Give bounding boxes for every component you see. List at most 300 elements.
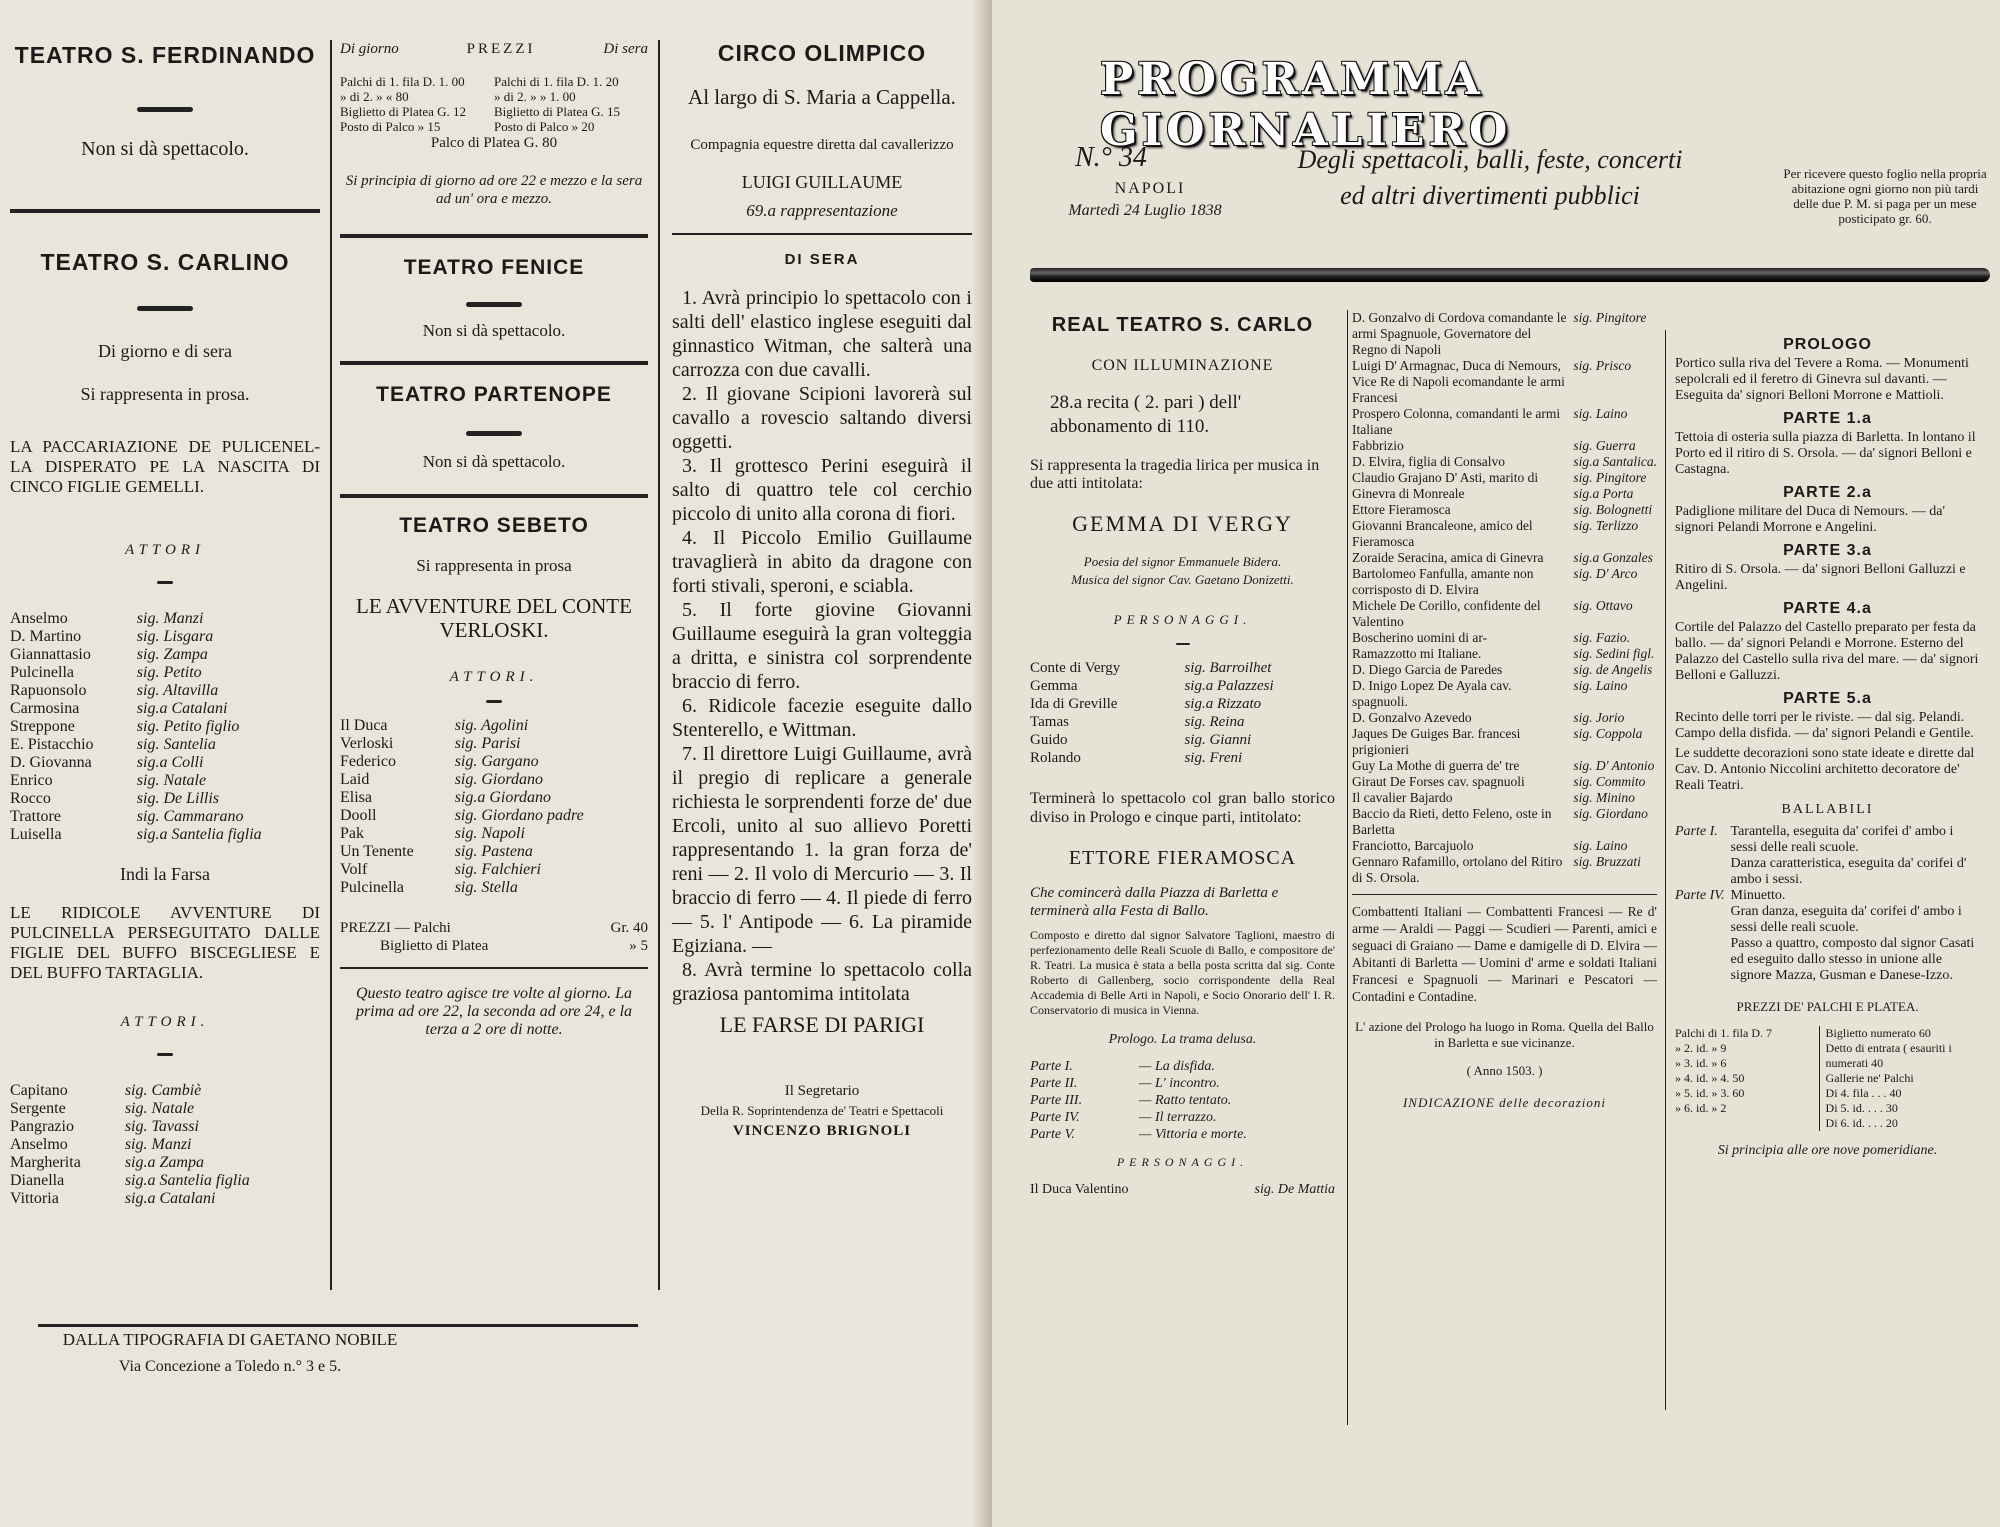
table-row [10, 736, 320, 754]
value-cell: sig. Terlizzo [1573, 518, 1639, 533]
parte4-text: Cortile del Palazzo del Castello preparato per festa da ballo. — da' signori Pelandi e Morrone. Esterno del Palazzo del Castello sulla riva del mare. — da' signori Belloni e Galluzzi. [1675, 620, 1979, 683]
table-row [340, 807, 648, 825]
play2-title: LE RIDICOLE AVVENTURE DI PULCINELLA PERSEGUITATO DALLE FIGLIE DEL BUFFO BISCEGLIESE E DEL BUFFO TARTAGLIA. [10, 903, 320, 982]
right-column-1 [1030, 310, 1335, 1199]
parte1-text: Tettoia di osteria sulla piazza di Barletta. In lontano il Porto ed il ritiro di S. Orsola. — da' signori Belloni e Castagna. [1675, 430, 1976, 477]
soprintendenza: Della R. Soprintendenza de' Teatri e Spettacoli [700, 1103, 944, 1118]
table-row [1030, 1075, 1335, 1092]
role-cell: D. Martino [10, 628, 82, 645]
role-cell: Michele De Corillo, confidente del Valentino [1352, 598, 1541, 629]
table-row [10, 1100, 320, 1118]
table-row [340, 119, 648, 134]
role-cell: Giraut De Forses cav. spagnuoli [1352, 774, 1525, 789]
cast-table-farsa [10, 1082, 320, 1208]
table-row [1352, 726, 1657, 758]
prices-day-label: Di giorno [340, 41, 399, 57]
value-cell: sig. Petito figlio [136, 718, 240, 735]
value-cell: sig. Bruzzati [1573, 854, 1641, 869]
value-cell: sig.a Catalani [124, 1190, 216, 1207]
value-cell: sig.a Zampa [124, 1154, 204, 1171]
table-row [1352, 838, 1657, 854]
value-cell: sig.a Giordano [454, 789, 552, 806]
role-cell: Claudio Grajano D' Asti, marito di [1352, 470, 1539, 485]
value-cell: sig. Falchieri [454, 861, 541, 878]
divider [466, 302, 522, 307]
column-2 [340, 30, 648, 1039]
role-cell: D. Diego Garcia de Paredes [1352, 662, 1503, 677]
divider [340, 494, 648, 498]
value-cell: sig. Santelia [136, 736, 216, 753]
circo-item: 5. Il forte giovine Giovanni Guillaume eseguirà la gran volteggia a dritta, e sinistra col sorprendente braccio di ferro. [672, 599, 972, 693]
role-cell: Palchi di 1. fila D. 1. 00 [340, 74, 465, 89]
role-cell: Laid [340, 771, 370, 788]
prices-evening-label: Di sera [603, 41, 648, 57]
table-row [1352, 774, 1657, 790]
value-cell: sig. Cambiè [124, 1082, 202, 1099]
value-cell: sig. Parisi [454, 735, 521, 752]
circo-location: Al largo di S. Maria a Cappella. [688, 85, 956, 109]
value-cell: sig.a Gonzales [1573, 550, 1653, 565]
table-row [10, 718, 320, 736]
role-cell: Guy La Mothe di guerra de' tre [1352, 758, 1520, 773]
role-cell: E. Pistacchio [10, 736, 94, 753]
value-cell: sig. Altavilla [136, 682, 219, 699]
role-cell: Pulcinella [10, 664, 74, 681]
role-cell: Verloski [340, 735, 394, 752]
table-row [1352, 406, 1657, 438]
value-cell: sig. Freni [1184, 750, 1243, 766]
role-cell: Posto di Palco » 15 [340, 119, 441, 134]
table-row [1352, 454, 1657, 470]
role-cell: D. Gonzalvo Azevedo [1352, 710, 1472, 725]
prezzi-palchi-row [340, 919, 648, 937]
rappresenta: Si rappresenta la tragedia lirica per musica in due atti intitolata: [1030, 457, 1320, 492]
masthead-rule [1030, 268, 1990, 282]
value-cell: sig. Sedini figl. [1573, 646, 1655, 661]
role-cell [1675, 904, 1731, 936]
value-cell: sig. Jorio [1573, 710, 1625, 725]
role-cell: Prospero Colonna, comandanti le armi Italiane [1352, 406, 1561, 437]
table-row [1352, 470, 1657, 486]
role-cell: Enrico [10, 772, 53, 789]
table-row [340, 861, 648, 879]
column-rule [1347, 310, 1348, 1425]
circo-item: 1. Avrà principio lo spettacolo con i salti dell' elastico inglese eseguiti dal ginnastico Witman, che salterà una carrozza con due cavalli. [672, 287, 972, 381]
printer-address: Via Concezione a Toledo n.° 3 e 5. [118, 1358, 342, 1375]
principia-note: Si principia di giorno ad ore 22 e mezzo e la sera ad un' ora e mezzo. [345, 173, 643, 207]
carlino-title: TEATRO S. CARLINO [40, 249, 290, 275]
value-cell: sig. Napoli [454, 825, 525, 842]
table-row [1352, 630, 1657, 646]
table-row [340, 104, 648, 119]
table-row [340, 843, 648, 861]
value-cell: Tarantella, eseguita da' corifei d' ambo i sessi delle reali scuole. [1730, 824, 1954, 855]
role-cell: Biglietto di Platea G. 12 [340, 104, 467, 119]
value-cell: sig. De Lillis [136, 790, 219, 807]
divider [340, 967, 648, 969]
role-cell: Capitano [10, 1082, 68, 1099]
role-cell: Parte III. [1030, 1093, 1083, 1108]
value-cell: sig. Pingitore [1573, 470, 1647, 485]
cast-table-opera [1030, 659, 1335, 767]
value-cell: — L' incontro. [1139, 1076, 1220, 1091]
table-row [340, 825, 648, 843]
value-cell: sig. Gianni [1184, 732, 1252, 748]
role-cell: Un Tenente [340, 843, 414, 860]
table-row [1352, 678, 1657, 710]
prices-table [340, 74, 648, 134]
value-cell: sig. Coppola [1573, 726, 1643, 741]
value-cell: Posto di Palco » 20 [494, 119, 595, 134]
role-cell: Dianella [10, 1172, 65, 1189]
prologo-text: Portico sulla riva del Tevere a Roma. — Monumenti sepolcrali ed il feretro di Ginevra sul davanti. — Eseguita da' signori Belloni Morrone e Mattioli. [1675, 356, 1969, 403]
role-cell: » di 2. » « 80 [340, 89, 409, 104]
value-cell: sig. Pastena [454, 843, 533, 860]
value-cell: sig. Ottavo [1573, 598, 1633, 613]
value-cell: » di 2. » » 1. 00 [494, 89, 576, 104]
value-cell: sig. Manzi [136, 610, 204, 627]
value-cell: — Ratto tentato. [1139, 1093, 1232, 1108]
biglietto-platea-value: » 5 [629, 938, 648, 954]
table-row [340, 74, 648, 89]
value-cell: sig. Giordano [454, 771, 544, 788]
value-cell: sig. Giordano padre [454, 807, 584, 824]
role-cell: Giovanni Brancaleone, amico del Fieramosca [1352, 518, 1533, 549]
prezzi-grid [1675, 1026, 1980, 1131]
role-cell: Streppone [10, 718, 75, 735]
role-cell: Baccio da Rieti, detto Feleno, oste in Barletta [1352, 806, 1552, 837]
table-row [10, 700, 320, 718]
prices-title: PREZZI [466, 41, 536, 57]
table-row [1352, 358, 1657, 406]
value-cell: sig.a Porta [1573, 486, 1634, 501]
table-row [340, 753, 648, 771]
recita: 28.a recita ( 2. pari ) dell' abbonamento di 110. [1050, 392, 1242, 437]
biglietto-platea-row [340, 937, 648, 955]
column-3 [672, 30, 972, 1140]
divider [486, 700, 502, 703]
divider [466, 431, 522, 436]
composto: Composto e diretto dal signor Salvatore Taglioni, maestro di perfezionamento delle Reali Scuole di Ballo, e compositore de' R. Teatri. La musica è stata a bella posta scritta dal sig. Conte Roberto di Gallenberg, socio corrispondente della Real Accademia di Belle Arti in Napoli, e Socio Onorario dell' I. R. Conservatorio di musica in Vienna. [1030, 928, 1335, 1017]
biglietto-platea: Biglietto di Platea [380, 938, 489, 954]
attori-label: ATTORI. [120, 1014, 210, 1030]
role-cell: Il cavalier Bajardo [1352, 790, 1453, 805]
divider [38, 1324, 638, 1327]
role-cell: Volf [340, 861, 368, 878]
sebeto-title: TEATRO SEBETO [399, 514, 589, 537]
role-cell: Boscherino uomini di ar- [1352, 630, 1488, 645]
opera-title: GEMMA DI VERGY [1072, 511, 1293, 536]
parte1-title: PARTE 1.a [1783, 410, 1872, 427]
table-row [10, 682, 320, 700]
role-cell: Parte IV. [1030, 1110, 1080, 1125]
price-line: » 5. id. » 3. 60 [1675, 1086, 1745, 1100]
ferdinando-note: Non si dà spettacolo. [81, 138, 249, 160]
value-cell: sig. Prisco [1573, 358, 1632, 373]
role-cell: Rapuonsolo [10, 682, 87, 699]
table-row [340, 771, 648, 789]
value-cell: sig. Laino [1573, 678, 1628, 693]
anno: ( Anno 1503. ) [1466, 1063, 1543, 1078]
left-page [0, 0, 992, 1527]
role-cell: D. Elvira, figlia di Consalvo [1352, 454, 1505, 469]
circo-item: 4. Il Piccolo Emilio Guillaume travaglierà in abito da dragone con forti stivali, speroni, e sciabla. [672, 527, 972, 597]
poesia: Poesia del signor Emmanuele Bidera. [1083, 554, 1282, 569]
table-row [10, 1172, 320, 1190]
indicazione: INDICAZIONE delle decorazioni [1402, 1095, 1607, 1110]
combattenti: Combattenti Italiani — Combattenti Francesi — Re d' arme — Araldi — Paggi — Scudieri — Parenti, amici e seguaci di Graiano — Dame e damigelle di D. Elvira — Abitanti di Barletta — Uomini d' arme e soldati Italiani Francesi e Spagnuoli — Marinari e Pescatori — Contadini e Contadine. [1352, 904, 1657, 1004]
table-row [1030, 1126, 1335, 1143]
fenice-title: TEATRO FENICE [403, 256, 585, 279]
role-cell: Pangrazio [10, 1118, 74, 1135]
ferdinando-title: TEATRO S. FERDINANDO [14, 42, 316, 68]
subscription: Per ricevere questo foglio nella propria abitazione ogni giorno non più tardi delle due P. M. si paga per un mese posticipato gr. 60. [1783, 166, 1987, 226]
value-cell: sig. de Angelis [1573, 662, 1653, 677]
table-row [10, 772, 320, 790]
value-cell: sig.a Santalica. [1573, 454, 1657, 469]
column-rule [658, 40, 660, 1290]
value-cell: sig. Barroilhet [1184, 660, 1272, 676]
divider [1352, 894, 1657, 895]
table-row [1352, 806, 1657, 838]
table-row [10, 1190, 320, 1208]
san-carlo-title: REAL TEATRO S. CARLO [1051, 314, 1314, 336]
value-cell: sig. Giordano [1573, 806, 1648, 821]
compagnia: Compagnia equestre diretta dal cavallerizzo [690, 137, 954, 153]
value-cell: — Vittoria e morte. [1139, 1127, 1247, 1142]
circo-item: 2. Il giovane Scipioni lavorerà sul cavallo a rovescio saltando diversi oggetti. [672, 383, 972, 453]
table-row [1675, 824, 1980, 856]
table-row [1030, 731, 1335, 749]
table-row [10, 610, 320, 628]
value-cell: sig. Cammarano [136, 808, 244, 825]
value-cell: sig. Pingitore [1573, 310, 1647, 325]
table-row [1352, 662, 1657, 678]
table-row [10, 1082, 320, 1100]
role-cell [1675, 936, 1731, 984]
prezzi-biglietti-list [1820, 1026, 1980, 1131]
role-cell: Guido [1030, 732, 1068, 748]
table-row [1030, 659, 1335, 677]
role-cell: Luigi D' Armagnac, Duca di Nemours, Vice Re di Napoli ecomandante le armi Francesi [1352, 358, 1565, 405]
azione: L' azione del Prologo ha luogo in Roma. Quella del Ballo in Barletta e sue vicinanze. [1355, 1019, 1654, 1050]
role-cell: D. Gonzalvo di Cordova comandante le armi Spagnuole, Governatore del Regno di Napoli [1352, 310, 1567, 357]
duca-row [1030, 1181, 1335, 1199]
sebeto-play: LE AVVENTURE DEL CONTE VERLOSKI. [356, 594, 632, 642]
value-cell: sig. Gargano [454, 753, 539, 770]
table-row [10, 1154, 320, 1172]
table-row [1352, 854, 1657, 886]
table-row [1352, 646, 1657, 662]
circo-title: CIRCO OLIMPICO [717, 40, 927, 66]
price-line: Di 6. id. . . . 20 [1825, 1116, 1898, 1130]
role-cell: Sergente [10, 1100, 66, 1117]
role-cell: Luisella [10, 826, 62, 843]
table-row [340, 89, 648, 104]
value-cell: sig.a Rizzato [1184, 696, 1262, 712]
value-cell: Minuetto. [1730, 888, 1786, 903]
price-line: » 3. id. » 6 [1675, 1056, 1727, 1070]
value-cell: sig. Commito [1573, 774, 1646, 789]
terminera: Terminerà lo spettacolo col gran ballo storico diviso in Prologo e cinque parti, intitolato: [1030, 790, 1335, 826]
role-cell: Parte V. [1030, 1127, 1075, 1142]
role-cell: Pulcinella [340, 879, 404, 896]
table-row [1675, 904, 1980, 936]
table-row [10, 646, 320, 664]
role-cell: Anselmo [10, 1136, 68, 1153]
personaggi-label: PERSONAGGI. [1113, 612, 1252, 627]
orario: Si principia alle ore nove pomeridiane. [1717, 1143, 1938, 1158]
illuminazione: CON ILLUMINAZIONE [1091, 357, 1274, 374]
ballabili-title: BALLABILI [1781, 802, 1874, 817]
personaggi-label: PERSONAGGI. [1116, 1155, 1249, 1169]
role-cell: Pak [340, 825, 364, 842]
value-cell: sig. Manzi [124, 1136, 192, 1153]
segretario: Il Segretario [784, 1083, 860, 1099]
table-row [1675, 888, 1980, 904]
table-row [1030, 695, 1335, 713]
play1-title: LA PACCARIAZIONE DE PULICENEL-LA DISPERATO PE LA NASCITA DI CINCO FIGLIE GEMELLI. [10, 437, 320, 496]
role-cell: Ginevra di Monreale [1352, 486, 1465, 501]
ballabili-table [1675, 824, 1980, 984]
value-cell: Biglietto di Platea G. 15 [494, 104, 621, 119]
parte2-title: PARTE 2.a [1783, 484, 1872, 501]
parte5-text: Recinto delle torri per le riviste. — dal sig. Pelandi. Campo della disfida. — da' signori Pelandi e Gentile. [1675, 710, 1974, 741]
decorazioni-note: Le suddette decorazioni sono state ideate e dirette dal Cav. D. Antonio Niccolini architetto decoratore de' Reali Teatri. [1675, 746, 1975, 793]
prezzi-palchi-list [1675, 1026, 1820, 1131]
table-row [340, 717, 648, 735]
table-row [1352, 710, 1657, 726]
value-cell: sig. Zampa [136, 646, 208, 663]
value-cell: sig.a Colli [136, 754, 204, 771]
value-cell: sig. Laino [1573, 406, 1628, 421]
table-row [1030, 713, 1335, 731]
prologo-title: PROLOGO [1783, 336, 1872, 353]
attori-label: ATTORI. [449, 669, 539, 685]
role-cell: Federico [340, 753, 396, 770]
parte2-text: Padiglione militare del Duca di Nemours. — da' signori Pelandi Morrone e Angelini. [1675, 504, 1946, 535]
table-row [1352, 598, 1657, 630]
table-row [1352, 550, 1657, 566]
value-cell: sig. D' Arco [1573, 566, 1638, 581]
value-cell: Passo a quattro, composto dal signor Casati ed eseguito dallo stesso in unione alle signore Mazza, Gusman e Danese-Izzo. [1730, 936, 1975, 983]
value-cell: — La disfida. [1139, 1059, 1215, 1074]
divider [672, 233, 972, 235]
partenope-title: TEATRO PARTENOPE [376, 383, 612, 406]
role-cell: Parte I. [1030, 1059, 1073, 1074]
issue-number: N.° 34 [1075, 142, 1147, 173]
ballo-title: ETTORE FIERAMOSCA [1068, 847, 1297, 869]
role-cell: Zoraide Seracina, amica di Ginevra [1352, 550, 1544, 565]
rappresentazione: 69.a rappresentazione [746, 201, 898, 220]
circo-item: 6. Ridicole facezie eseguite dallo Stenterello, e Wittman. [672, 695, 972, 741]
role-cell: D. Giovanna [10, 754, 92, 771]
price-line: » 2. id. » 9 [1675, 1041, 1727, 1055]
value-cell: sig. Tavassi [124, 1118, 199, 1135]
parte5-title: PARTE 5.a [1783, 690, 1872, 707]
value-cell: sig. Reina [1184, 714, 1245, 730]
value-cell: sig.a Santelia figlia [124, 1172, 250, 1189]
value-cell: sig.a Catalani [136, 700, 228, 717]
table-row [1352, 790, 1657, 806]
table-row [1030, 1109, 1335, 1126]
role-cell: Anselmo [10, 610, 68, 627]
role-cell: Parte I. [1675, 824, 1718, 839]
role-cell: Gemma [1030, 678, 1078, 694]
price-line: » 6. id. » 2 [1675, 1101, 1727, 1115]
table-row [10, 826, 320, 844]
value-cell: sig. Petito [136, 664, 202, 681]
fenice-note: Non si dà spettacolo. [422, 321, 566, 340]
value-cell: sig. Guerra [1573, 438, 1636, 453]
value-cell: Gran danza, eseguita da' corifei d' ambo i sessi delle reali scuole. [1730, 904, 1962, 935]
circo-program [672, 286, 972, 1006]
column-1 [10, 30, 320, 1208]
price-line: Detto di entrata ( esauriti i numerati 40 [1825, 1041, 1952, 1070]
circo-item: 3. Il grottesco Perini eseguirà il salto di quattro tele col cerchio piccolo di unito alla corona di fiori. [672, 455, 972, 525]
value-cell: sig. Fazio. [1573, 630, 1631, 645]
farsa-label: Indi la Farsa [120, 864, 210, 884]
prices-header [340, 40, 648, 58]
table-row [1675, 856, 1980, 888]
price-line: Palchi di 1. fila D. 7 [1675, 1026, 1772, 1040]
table-row [10, 808, 320, 826]
role-cell: Franciotto, Barcajuolo [1352, 838, 1474, 853]
value-cell: Danza caratteristica, eseguita da' corifei d' ambo i sessi. [1730, 856, 1967, 887]
value-cell: sig. Natale [124, 1100, 195, 1117]
signature: VINCENZO BRIGNOLI [732, 1123, 912, 1139]
divider [137, 306, 193, 311]
right-column-2 [1352, 310, 1657, 1111]
table-row [10, 1136, 320, 1154]
role-cell: Rolando [1030, 750, 1081, 766]
value-cell: sig. Stella [454, 879, 518, 896]
prezzi-palchi: PREZZI — Palchi [340, 920, 451, 936]
carlino-time: Di giorno e di sera [98, 341, 232, 361]
divider [340, 361, 648, 365]
price-line: Di 5. id. . . . 30 [1825, 1101, 1898, 1115]
role-cell: Gennaro Rafamillo, ortolano del Ritiro di S. Orsola. [1352, 854, 1563, 885]
table-row [10, 754, 320, 772]
table-row [1352, 310, 1657, 358]
role-cell: D. Inigo Lopez De Ayala cav. spagnuoli. [1352, 678, 1512, 709]
role-cell: Tamas [1030, 714, 1069, 730]
role-cell: Giannattasio [10, 646, 91, 663]
role-cell: Elisa [340, 789, 372, 806]
role-cell: Fabbrizio [1352, 438, 1404, 453]
table-row [1352, 758, 1657, 774]
cast-table-ballo [1352, 310, 1657, 886]
value-cell: sig.a Palazzesi [1184, 678, 1274, 694]
value-cell: sig.a Santelia figlia [136, 826, 262, 843]
table-row [1352, 566, 1657, 598]
table-row [340, 879, 648, 897]
city: NAPOLI [1114, 180, 1186, 197]
parte3-text: Ritiro di S. Orsola. — da' signori Belloni Galluzzi e Angelini. [1675, 562, 1966, 593]
table-row [1352, 502, 1657, 518]
value-cell: — Il terrazzo. [1139, 1110, 1217, 1125]
table-row [10, 790, 320, 808]
table-row [1030, 677, 1335, 695]
prezzi-palchi-value: Gr. 40 [610, 920, 648, 936]
parti-table [1030, 1058, 1335, 1143]
table-row [1352, 518, 1657, 550]
sebeto-prosa: Si rappresenta in prosa [416, 556, 572, 575]
price-line: Biglietto numerato 60 [1825, 1026, 1931, 1040]
cast-table-carlino [10, 610, 320, 844]
role-cell: Margherita [10, 1154, 81, 1171]
table-row [1030, 1058, 1335, 1075]
